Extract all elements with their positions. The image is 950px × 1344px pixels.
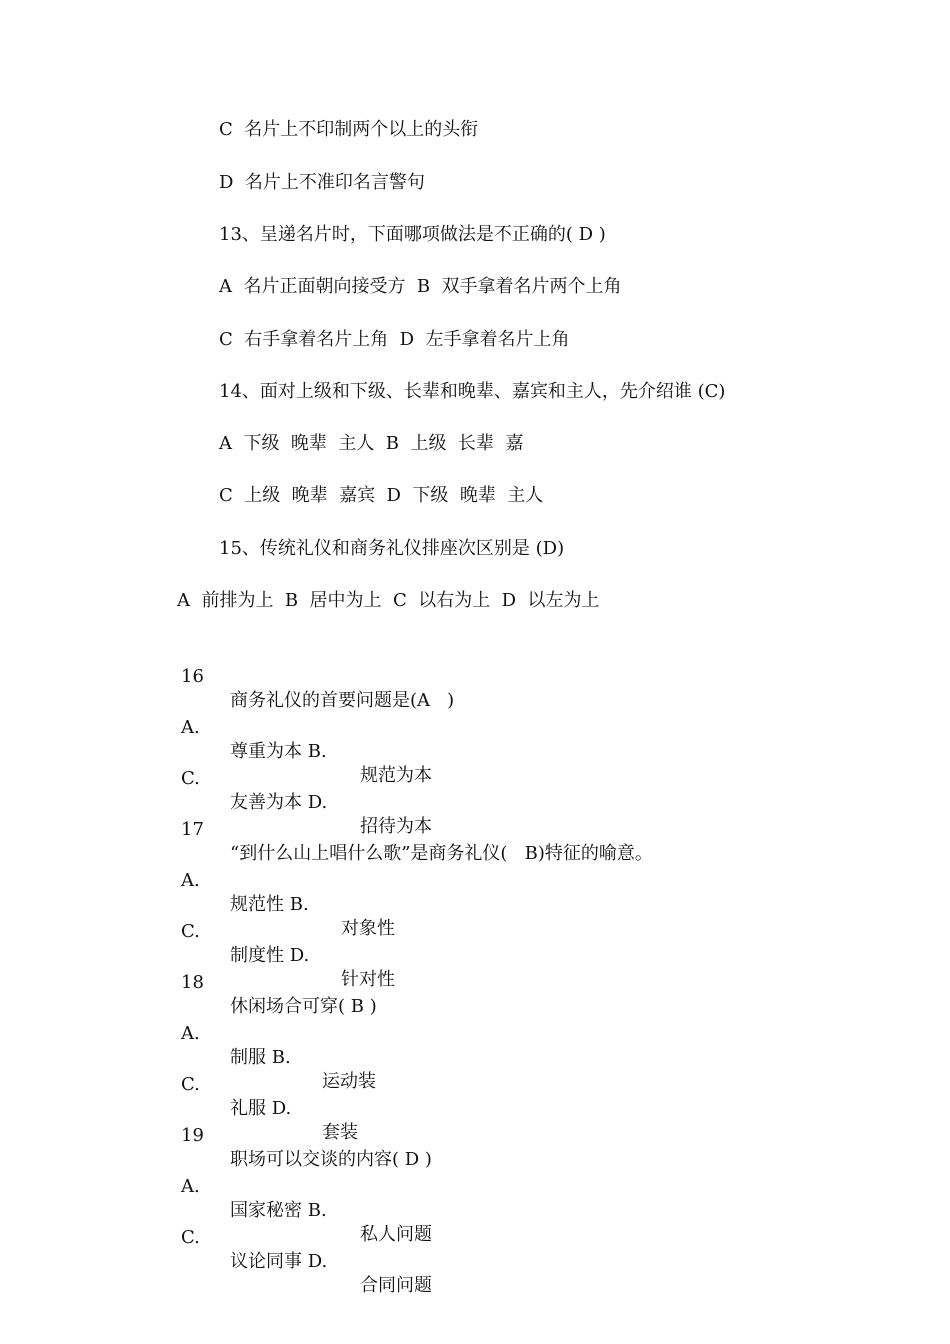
option-text: 对象性 bbox=[341, 918, 395, 939]
option-text: 国家秘密 B. bbox=[230, 1200, 327, 1221]
option-text: 运动装 bbox=[322, 1071, 376, 1092]
option-label: C. bbox=[181, 768, 200, 789]
option-text: 友善为本 D. bbox=[230, 792, 328, 813]
question-number: 19 bbox=[181, 1125, 204, 1146]
option-text: 套装 bbox=[322, 1122, 358, 1143]
option-line: C 右手拿着名片上角 D 左手拿着名片上角 bbox=[219, 329, 570, 350]
question-line: 14、面对上级和下级、长辈和晚辈、嘉宾和主人，先介绍谁 (C) bbox=[219, 381, 726, 402]
option-row bbox=[181, 845, 395, 939]
option-line: A 前排为上 B 居中为上 C 以右为上 D 以左为上 bbox=[177, 590, 600, 611]
option-label: A. bbox=[181, 717, 200, 738]
option-line: D 名片上不准印名言警句 bbox=[219, 172, 425, 193]
question-number: 18 bbox=[181, 972, 204, 993]
option-text: 议论同事 D. bbox=[230, 1251, 328, 1272]
option-text: 制服 B. bbox=[230, 1047, 291, 1068]
option-text: 尊重为本 B. bbox=[230, 741, 327, 762]
option-line: C 名片上不印制两个以上的头衔 bbox=[219, 119, 479, 140]
question-number: 16 bbox=[181, 666, 204, 687]
option-line: A 下级 晚辈 主人 B 上级 长辈 嘉 bbox=[219, 433, 524, 454]
question-row bbox=[181, 641, 455, 711]
option-text: 私人问题 bbox=[360, 1224, 432, 1245]
option-text: 针对性 bbox=[341, 969, 395, 990]
question-text: 休闲场合可穿( B ) bbox=[230, 996, 377, 1017]
option-text: 规范为本 bbox=[360, 765, 432, 786]
question-number: 17 bbox=[181, 819, 204, 840]
question-text: “到什么山上唱什么歌”是商务礼仪( B)特征的喻意。 bbox=[230, 843, 653, 864]
option-text: 招待为本 bbox=[360, 816, 432, 837]
option-label: A. bbox=[181, 1023, 200, 1044]
option-text: 规范性 B. bbox=[230, 894, 309, 915]
option-line: A 名片正面朝向接受方 B 双手拿着名片两个上角 bbox=[219, 276, 622, 297]
question-text: 职场可以交谈的内容( D ) bbox=[230, 1149, 432, 1170]
option-text: 制度性 D. bbox=[230, 945, 310, 966]
option-label: A. bbox=[181, 870, 200, 891]
option-label: C. bbox=[181, 1074, 200, 1095]
option-text: 合同问题 bbox=[360, 1275, 432, 1296]
question-line: 13、呈递名片时，下面哪项做法是不正确的( D ) bbox=[219, 224, 606, 245]
question-line: 15、传统礼仪和商务礼仪排座次区别是 (D) bbox=[219, 538, 565, 559]
option-label: C. bbox=[181, 1227, 200, 1248]
option-label: C. bbox=[181, 921, 200, 942]
option-label: A. bbox=[181, 1176, 200, 1197]
question-text: 商务礼仪的首要问题是(A ) bbox=[230, 690, 455, 711]
option-line: C 上级 晚辈 嘉宾 D 下级 晚辈 主人 bbox=[219, 485, 544, 506]
option-text: 礼服 D. bbox=[230, 1098, 292, 1119]
